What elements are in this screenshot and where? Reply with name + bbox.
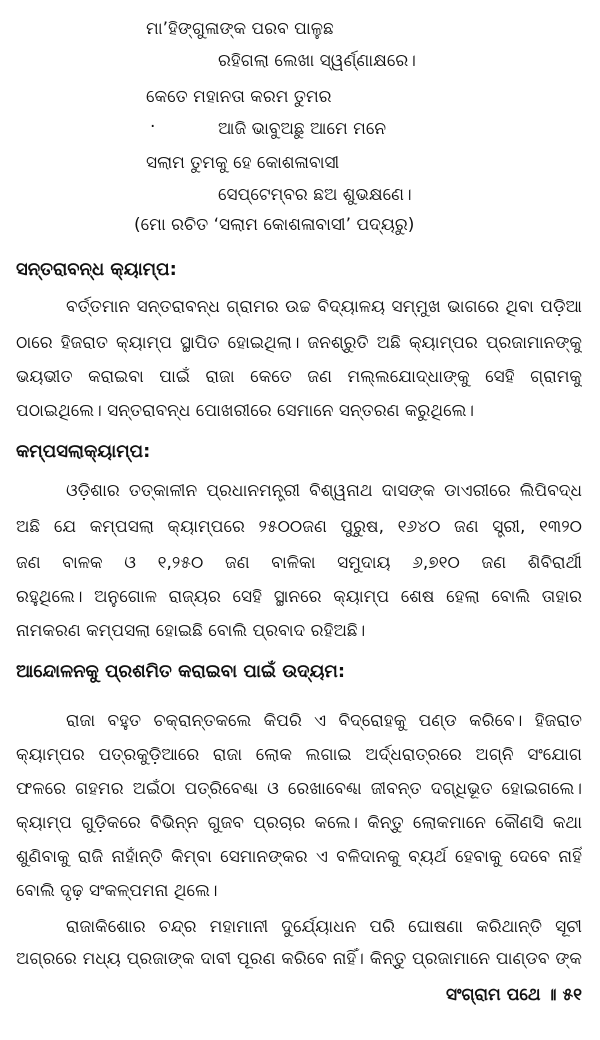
paragraph-line: କ୍ୟାମ୍ପର ପତ୍ରକୁଡ଼ିଆରେ ରାଜା ଲୋକ ଲଗାଇ ଅର୍ଦ୍ଧରାତ୍ରରେ ଅଗ୍ନି ସଂଯୋଗ: [16, 745, 582, 765]
paragraph-line: ବୋଲି ଦୃଢ଼ ସଂକଳ୍ପମନା ଥିଲେ।: [16, 881, 218, 901]
paragraph-line: ଜଣ ବାଳକ ଓ ୧,୨୫୦ ଜଣ ବାଳିକା ସମୁଦାୟ ୬,୭୧୦ ଜଣ ଶିବିରାର୍ଥୀ: [16, 553, 582, 573]
paragraph-line: ଶୁଣିବାକୁ ରାଜି ନାହାଁନ୍ତି କିମ୍ବା ସେମାନଙ୍କର ଏ ବଳିଦାନକୁ ବ୍ୟର୍ଥ ହେବାକୁ ଦେବେ ନାହିଁ: [16, 847, 582, 867]
paragraph-line: କ୍ୟାମ୍ପ ଗୁଡ଼ିକରେ ବିଭିନ୍ନ ଗୁଜବ ପ୍ରଚାର କଲେ। କିନ୍ତୁ ଲୋକମାନେ କୌଣସି କଥା: [16, 813, 582, 833]
paragraph-line: ବର୍ତ୍ତମାନ ସନ୍ତରାବନ୍ଧ ଗ୍ରାମର ଉଚ୍ଚ ବିଦ୍ୟାଳୟ ସମ୍ମୁଖ ଭାଗରେ ଥିବା ପଡ଼ିଆ: [66, 297, 582, 317]
paragraph-line: ଅଗ୍ରରେ ମଧ୍ୟ ପ୍ରଜାଙ୍କ ଦାବୀ ପୂରଣ କରିବେ ନାହିଁ। କିନ୍ତୁ ପ୍ରଜାମାନେ ପାଣ୍ଡବ ଙ୍କ: [16, 949, 582, 969]
paragraph-line: ପଠାଇଥିଲେ। ସନ୍ତରାବନ୍ଧ ପୋଖରୀରେ ସେମାନେ ସନ୍ତରଣ କରୁଥିଲେ।: [16, 401, 475, 421]
section-heading: କମ୍ପସଲାକ୍ୟାମ୍ପ:: [16, 441, 151, 462]
poem-line: କେତେ ମହାନତା କରମ ତୁମର: [146, 87, 332, 107]
paragraph-line: ଫଳରେ ଗହମର ଅଇଁଠା ପତ୍ରିବେଣ୍ଢା ଓ ରେଖାବେଣ୍ଢା ଜୀବନ୍ତ ଦଗ୍ଧିଭୂତ ହୋଇଗଲେ।: [16, 779, 582, 799]
page-footer: ସଂଗ୍ରାମ ପଥେ ॥ ୫୧: [446, 985, 582, 1005]
paragraph-line: ରାଜା ବହୁତ ଚକ୍ରାନ୍ତକଲେ କିପରି ଏ ବିଦ୍ରୋହକୁ ପଣ୍ଡ କରିବେ। ହିଜରାତ: [66, 711, 582, 731]
paragraph-line: ଠାରେ ହିଜରାତ କ୍ୟାମ୍ପ ସ୍ଥାପିତ ହୋଇଥିଲା। ଜନଶ୍ରୁତି ଅଛି କ୍ୟାମ୍ପର ପ୍ରଜାମାନଙ୍କୁ: [16, 333, 582, 353]
paragraph-line: ନାମକରଣ କମ୍ପସଲା ହୋଇଛି ବୋଲି ପ୍ରବାଦ ରହିଅଛି।: [16, 621, 366, 641]
poem-line: ରହିଗଲା ଲେଖା ସ୍ୱର୍ଣ୍ଣାକ୍ଷରେ।: [218, 51, 416, 71]
poem-citation: (ମୋ ରଚିତ ‘ସଲାମ କୋଶଳାବାସୀ’ ପଦ୍ୟରୁ): [134, 215, 415, 235]
paragraph-line: ରାଜାକିଶୋର ଚନ୍ଦ୍ର ମହାମାନୀ ଦୁର୍ଯ୍ୟୋଧନ ପରି ଘୋଷଣା କରିଥାନ୍ତି ସୂଚୀ: [66, 917, 582, 937]
paragraph-line: ଓଡ଼ିଶାର ତତ୍କାଳୀନ ପ୍ରଧାନମନ୍ତ୍ରୀ ବିଶ୍ୱନାଥ ଦାସଙ୍କ ଡାଏରୀରେ ଲିପିବଦ୍ଧ: [66, 481, 582, 501]
paragraph-line: ଭୟଭୀତ କରାଇବା ପାଇଁ ରାଜା କେତେ ଜଣ ମଲ୍ଲଯୋଦ୍ଧାଙ୍କୁ ସେହି ଗ୍ରାମକୁ: [16, 367, 582, 387]
poem-line: ସେପ୍ଟେମ୍ବର ଛଅ ଶୁଭକ୍ଷଣେ।: [218, 185, 412, 205]
poem-bullet: ·: [150, 117, 156, 137]
poem-line: ମା’ହିଙ୍ଗୁଳାଙ୍କ ପରବ ପାଳୁଛ: [146, 19, 334, 39]
paragraph-line: ଅଛି ଯେ କମ୍ପସଲା କ୍ୟାମ୍ପରେ ୨୫୦୦ଜଣ ପୁରୁଷ, ୧୬୪୦ ଜଣ ସ୍ତ୍ରୀ, ୧୩୨୦: [16, 517, 582, 537]
section-heading: ଆନ୍ଦୋଳନକୁ ପ୍ରଶମିତ କରାଇବା ପାଇଁ ଉଦ୍ୟମ:: [16, 661, 346, 682]
paragraph-line: ରହୁଥିଲେ। ଅନୁଗୋଳ ରାଜ୍ୟର ସେହି ସ୍ଥାନରେ କ୍ୟାମ୍ପ ଶେଷ ହେଲା ବୋଲି ତାହାର: [16, 587, 582, 607]
poem-line: ସଲାମ ତୁମକୁ ହେ କୋଶଳାବାସୀ: [146, 153, 340, 173]
poem-line: ଆଜି ଭାବୁଅଛୁ ଆମେ ମନେ: [218, 119, 387, 139]
section-heading: ସନ୍ତରାବନ୍ଧ କ୍ୟାମ୍ପ:: [16, 259, 177, 280]
